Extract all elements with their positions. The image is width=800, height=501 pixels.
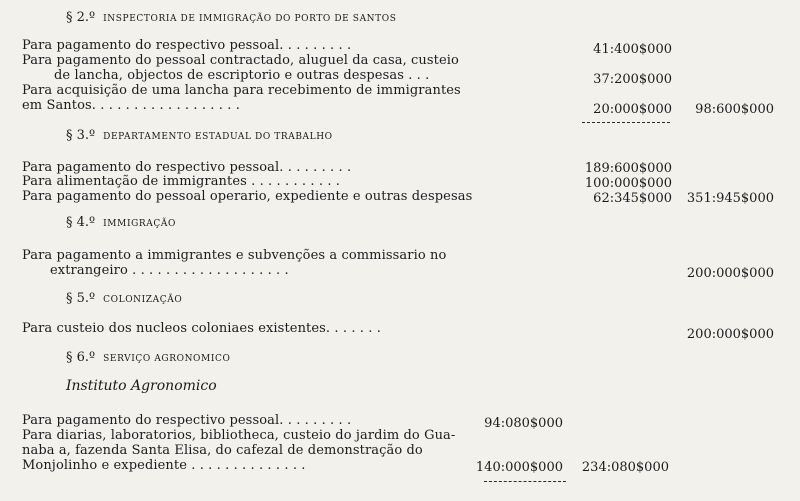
section-total: 98:600$000 (695, 102, 774, 117)
text-line: Para pagamento do respectivo pessoal. . . . . . . . . (22, 38, 352, 53)
section-total: 234:080$000 (581, 460, 669, 475)
text-line: Para pagamento do respectivo pessoal. . . . . . . . . (22, 413, 352, 428)
section-number: § 5.º (66, 291, 96, 306)
text-line: extrangeiro . . . . . . . . . . . . . . . . . . . (50, 263, 289, 278)
section-title: INSPECTORIA DE IMMIGRAÇÃO DO PORTO DE SANTOS (103, 14, 397, 24)
section-heading (66, 128, 333, 143)
section-heading (66, 350, 230, 365)
text-line: Para pagamento a immigrantes e subvenções a commissario no (22, 248, 447, 263)
amount-value: 100:000$000 (584, 176, 672, 191)
section-total: 200:000$000 (686, 266, 774, 281)
amount-value: 62:345$000 (593, 191, 672, 206)
text-line: em Santos. . . . . . . . . . . . . . . . . . (22, 98, 240, 113)
text-line: de lancha, objectos de escriptorio e outras despesas . . . (54, 68, 430, 83)
section-title: DEPARTAMENTO ESTADUAL DO TRABALHO (103, 132, 333, 142)
text-line: Para alimentação de immigrantes . . . . . . . . . . . (22, 174, 341, 189)
section-number: § 6.º (66, 350, 96, 365)
section-total: 200:000$000 (686, 327, 774, 342)
section-total: 351:945$000 (686, 191, 774, 206)
text-line: naba a, fazenda Santa Elisa, do cafezal de demonstração do (22, 443, 423, 458)
amount-value: 189:600$000 (584, 161, 672, 176)
amount-value: 140:000$000 (475, 460, 563, 475)
subsection-title: Instituto Agronomico (66, 378, 217, 394)
amount-value: 94:080$000 (484, 416, 563, 431)
section-heading (66, 10, 397, 25)
text-line: Para diarias, laboratorios, bibliotheca, custeio do jardim do Gua- (22, 428, 456, 443)
text-line: Para pagamento do pessoal contractado, aluguel da casa, custeio (22, 53, 459, 68)
section-title: IMMIGRAÇÃO (103, 219, 176, 229)
section-heading (66, 215, 176, 230)
section-number: § 4.º (66, 215, 96, 230)
text-line: Para pagamento do respectivo pessoal. . . . . . . . . (22, 160, 352, 175)
amount-value: 20:000$000 (593, 102, 672, 117)
amount-value: 41:400$000 (593, 42, 672, 57)
sum-rule (582, 122, 670, 123)
text-line: Para acquisição de uma lancha para recebimento de immigrantes (22, 83, 461, 98)
text-line: Para custeio dos nucleos coloniaes existentes. . . . . . . (22, 321, 381, 336)
section-number: § 2.º (66, 10, 96, 25)
section-heading (66, 291, 182, 306)
section-title: SERVIÇO AGRONOMICO (103, 354, 231, 364)
section-number: § 3.º (66, 128, 96, 143)
sum-rule (484, 481, 566, 482)
text-line: Para pagamento do pessoal operario, expediente e outras despesas (22, 189, 473, 204)
text-line: Monjolinho e expediente . . . . . . . . . . . . . . (22, 458, 306, 473)
amount-value: 37:200$000 (593, 72, 672, 87)
section-title: COLONIZAÇÃO (103, 295, 183, 305)
